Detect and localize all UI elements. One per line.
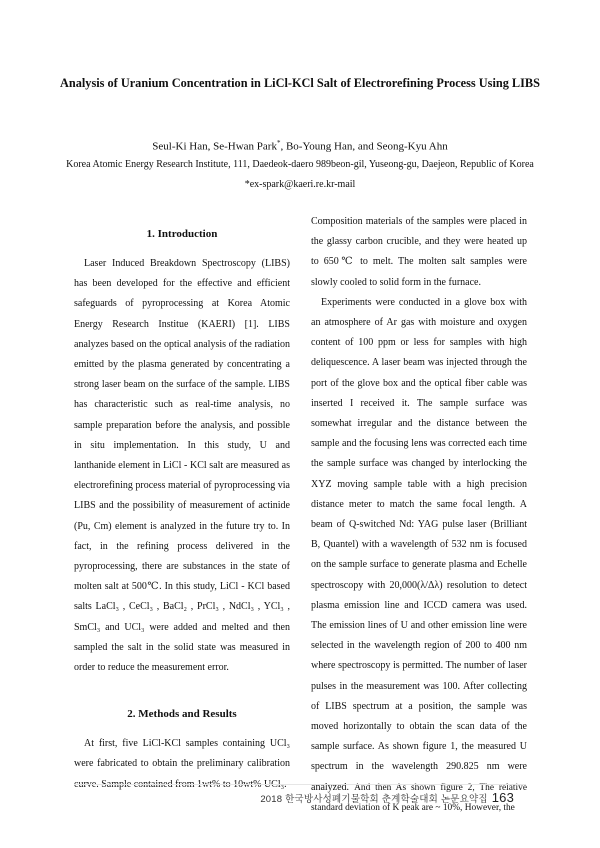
affiliation: Korea Atomic Energy Research Institute, 111, Daedeok-daero 989beon-gil, Yuseong-gu, Daejeon, Republic of Korea [66,159,534,170]
left-column [74,212,290,795]
section-heading-methods: 2. Methods and Results [127,708,237,721]
proceedings-title: 2018 한국방사성폐기물학회 춘계학술대회 논문요약집 [260,794,488,805]
author-names-rest: , Bo-Young Han, and Seong-Kyu Ahn [280,140,448,153]
section-heading-introduction: 1. Introduction [146,228,218,240]
footer-divider [74,784,526,785]
author-list [40,136,560,154]
experiment-paragraph [311,293,527,818]
corresponding-email: *ex-spark@kaeri.re.kr-mail [244,179,356,190]
paper-title: Analysis of Uranium Concentration in LiCl-KCl Salt of Electrorefining Process Using LIBS [60,76,540,90]
introduction-paragraph: Laser Induced Breakdown Spectroscopy (LIBS) has been developed for the effective and efficient safeguards of pyroprocessing at Korea Atomic Energy Research Institue (KAERI) [1]. LIBS analyzes based on the optical analysis of the radiation emitted by the plasma generated by concentrating a strong laser beam on the surface of the sample. LIBS has characteristic such as real-time analysis, no sample preparation before the analysis, and possible in situ implementation. In this study, U and lanthanide element in LiCl - KCl salt are measured as electrorefining process material of pyroprocessing via LIBS and the possibility of measurement of actinide (Pu, Cm) element is analyzed in the future try to. In fact, in the refining process delivered in the pyroprocessing, there are substances in the state of molten salt at 500℃. In this study, LiCl - KCl based salts LaCl₃ , CeCl₃ , BaCl₂ , PrCl₃ , NdCl₃ , YCl₃ , SmCl₃ and UCl₃ were added and melted and then sampled the salt in the solid state was measured in order to reduce the measurement error. [74,258,290,674]
author-names-first: Seul-Ki Han, Se-Hwan Park [152,140,277,153]
methods-paragraph: At first, five LiCl-KCl samples containing UCl₃ were fabricated to obtain the preliminary calibration curve. Sample contained from 1wt% to 10wt% UCl₃. [74,738,290,790]
page-number: 163 [491,790,514,805]
right-column [311,212,527,818]
sample-preparation-paragraph: Composition materials of the samples were placed in the glassy carbon crucible, and they were heated up to 650℃ to melt. The molten salt samples were slowly cooled to solid form in the furnace. [311,216,527,288]
page-footer [260,790,514,805]
corresponding-author-mark: * [276,139,281,147]
experiment-paragraph-tail: And then As shown figure 2, The relative standard deviation of K peak are ~ 10%, However, the [311,782,527,813]
experiment-paragraph-body: Experiments were conducted in a glove box with an atmosphere of Ar gas with moisture and oxygen content of 100 ppm or less for samples with high deliquescence. A laser beam was injected through the port of the glove box and the optical fiber cable was inserted I received it. The sample surface was somewhat irregular and the distance between the sample and the focusing lens was corrected each time the sample surface was changed by interlocking the XYZ moving sample table with a high precision distance meter to match the same focal length. A beam of Q-switched Nd: YAG pulse laser (Brilliant B, Quantel) with a wavelength of 532 nm is focused on the sample surface to generate plasma and Echelle spectroscopy with 20,000(λ/Δλ) resolution to detect plasma emission line and ICCD camera was used. The emission lines of U and other emission line were selected in the wavelength region of 200 to 400 nm where spectroscopy is permitted. The number of laser pulses in the measurement was 100. After collecting of LIBS spectrum at a position, the sample was moved horizontally to obtain the scan data of the sample surface. As shown figure 1, the measured U spectrum in the wavelength 290.825 nm were analyzed. [311,296,527,793]
